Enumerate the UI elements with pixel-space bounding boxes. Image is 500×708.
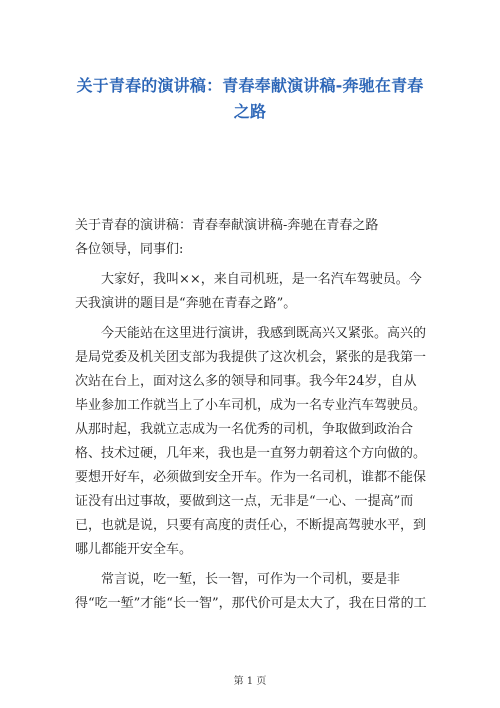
document-body <box>75 214 427 616</box>
page-number: 第 1 页 <box>233 676 267 687</box>
body-heading-line: 关于青春的演讲稿：青春奉献演讲稿-奔驰在青春之路 <box>75 218 379 233</box>
paragraph-2: 今天能站在这里进行演讲，我感到既高兴又紧张。高兴的是局党委及机关团支部为我提供了这次机会，紧张的是我第一次站在台上，面对这么多的领导和同事。我今年24岁，自从毕业参加工作就当上了小车司机，成为一名专业汽车驾驶员。从那时起，我就立志成为一名优秀的司机，争取做到政治合格、技术过硬，几年来，我也是一直努力朝着这个方向做的。要想开好车，必须做到安全开车。作为一名司机，谁都不能保证没有出过事故，要做到这一点，无非是“一心、一提高”而已，也就是说，只要有高度的责任心，不断提高驾驶水平，到哪儿都能开安全车。 <box>75 326 427 557</box>
paragraph-1: 大家好，我叫××，来自司机班，是一名汽车驾驶员。今天我演讲的题目是“奔驰在青春之路”。 <box>75 272 422 311</box>
document-title: 关于青春的演讲稿：青春奉献演讲稿-奔驰在青春之路 <box>76 76 424 121</box>
salutation: 各位领导，同事们: <box>75 242 184 257</box>
paragraph-3: 常言说，吃一堑，长一智，可作为一个司机，要是非得“吃一堑”才能“长一智”，那代价可是太大了，我在日常的工 <box>75 572 427 611</box>
